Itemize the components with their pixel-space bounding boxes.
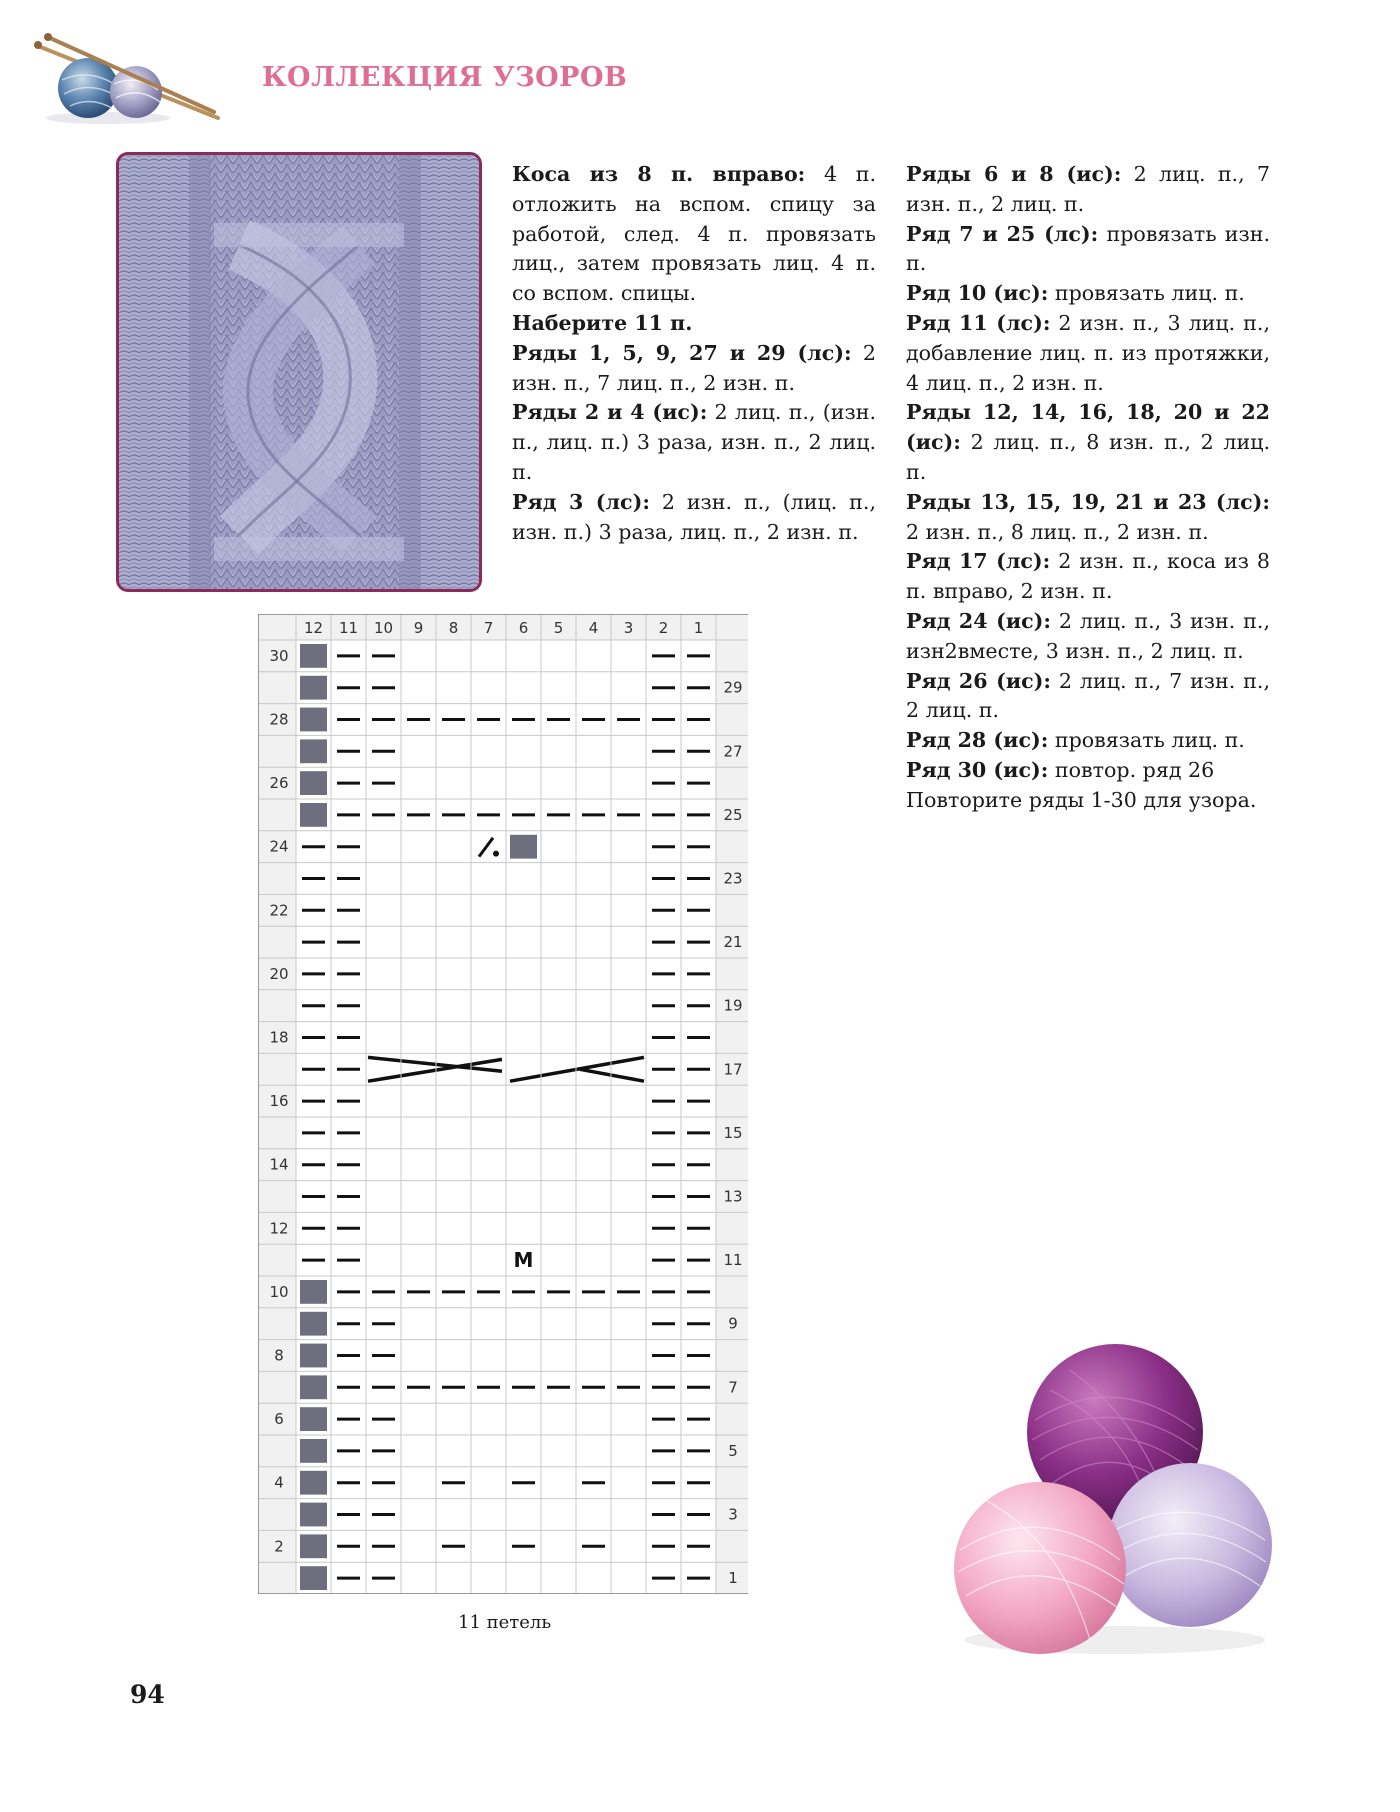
row-number-left: 28 [269,710,289,729]
column-header-number: 9 [413,619,424,637]
column-header-number: 4 [588,619,599,637]
row-instruction: Ряд 30 (ис): повтор. ряд 26 [906,757,1215,782]
row-number-right: 7 [728,1378,738,1397]
no-stitch-cell [300,1407,327,1431]
row-instruction: Ряд 11 (лс): 2 изн. п., 3 лиц. п., добавление лиц. п. из протяжки, 4 лиц. п., 2 изн. п. [906,310,1270,395]
column-header-number: 1 [693,619,704,637]
row-number-left: 2 [274,1537,284,1556]
row-number-left: 4 [274,1473,284,1492]
row-instruction: Ряд 28 (ис): провязать лиц. п. [906,728,1245,753]
knitting-chart-grid [258,614,748,1594]
row-instruction: Ряд 3 (лс): 2 изн. п., (лиц. п., изн. п.) 3 раза, лиц. п., 2 изн. п. [512,489,876,544]
row-number-right: 25 [723,805,743,824]
row-number-right: 17 [723,1060,743,1079]
row-number-right: 9 [728,1314,738,1333]
row-number-right: 13 [723,1187,743,1206]
row-instruction: Ряды 6 и 8 (ис): 2 лиц. п., 7 изн. п., 2 лиц. п. [906,162,1270,216]
knitting-chart [258,614,748,1598]
row-number-right: 27 [723,742,743,761]
row-number-left: 18 [269,1028,289,1047]
column-header-number: 11 [338,619,359,637]
row-instruction: Ряд 7 и 25 (лс): провязать изн. п. [906,221,1270,276]
instructions-column-2 [906,160,1270,816]
row-number-left: 12 [269,1219,289,1238]
row-number-left: 8 [274,1346,284,1365]
no-stitch-cell [300,1503,327,1527]
row-number-left: 6 [274,1410,284,1429]
row-number-right: 5 [728,1441,738,1460]
row-instruction: Ряды 12, 14, 16, 18, 20 и 22 (ис): 2 лиц. п., 8 изн. п., 2 лиц. п. [906,400,1270,484]
row-number-right: 11 [723,1251,743,1270]
no-stitch-cell [300,1375,327,1399]
no-stitch-cell [300,1344,327,1368]
no-stitch-cell [300,771,327,795]
no-stitch-cell [300,1280,327,1304]
row-number-left: 24 [269,837,289,856]
row-instruction: Ряд 10 (ис): провязать лиц. п. [906,281,1245,306]
cast-on-instruction: Наберите 11 п. [512,310,693,335]
column-header-number: 10 [373,619,394,637]
row-number-right: 15 [723,1123,743,1142]
row-number-left: 22 [269,901,289,920]
row-number-left: 30 [269,646,289,665]
column-header-number: 3 [623,619,634,637]
no-stitch-cell [300,1534,327,1558]
no-stitch-cell [300,803,327,827]
no-stitch-cell [300,739,327,763]
row-number-left: 20 [269,964,289,983]
row-number-right: 29 [723,678,743,697]
column-header-number: 8 [448,619,459,637]
no-stitch-cell [300,1439,327,1463]
cable-definition: Коса из 8 п. вправо: 4 п. отложить на вспом. спицу за работой, след. 4 п. провязать лиц., затем провязать лиц. 4 п. со вспом. спицы. [512,162,877,306]
row-instruction: Ряд 24 (ис): 2 лиц. п., 3 изн. п., изн2вместе, 3 изн. п., 2 лиц. п. [906,608,1270,663]
column-header-number: 12 [303,619,324,637]
row-instruction: Ряды 2 и 4 (ис): 2 лиц. п., (изн. п., лиц. п.) 3 раза, изн. п., 2 лиц. п. [512,400,876,484]
column-header-number: 7 [483,619,494,637]
row-instruction: Ряды 13, 15, 19, 21 и 23 (лс): 2 изн. п., 8 лиц. п., 2 изн. п. [906,489,1270,544]
row-number-left: 26 [269,774,289,793]
column-header-number: 5 [553,619,564,637]
column-header-number: 6 [518,619,529,637]
row-number-right: 19 [723,996,743,1015]
no-stitch-cell [300,1312,327,1336]
section-title: КОЛЛЕКЦИЯ УЗОРОВ [262,62,628,93]
row-number-left: 14 [269,1155,289,1174]
row-number-left: 16 [269,1092,289,1111]
no-stitch-cell [510,835,537,859]
yarn-balls-photo [940,1340,1280,1660]
no-stitch-cell [300,644,327,668]
no-stitch-cell [300,708,327,732]
row-number-right: 21 [723,933,743,952]
row-instruction: Ряды 1, 5, 9, 27 и 29 (лс): 2 изн. п., 7 лиц. п., 2 изн. п. [512,340,876,395]
no-stitch-cell [300,1566,327,1590]
row-number-right: 1 [728,1569,738,1588]
repeat-note: Повторите ряды 1-30 для узора. [906,787,1257,812]
header-yarn-illustration [28,18,228,133]
row-number-right: 23 [723,869,743,888]
row-number-left: 10 [269,1282,289,1301]
column-header-number: 2 [658,619,669,637]
row-instruction: Ряд 26 (ис): 2 лиц. п., 7 изн. п., 2 лиц. п. [906,668,1270,723]
purl-two-together-dot [493,851,499,857]
row-number-right: 3 [728,1505,738,1524]
row-instruction: Ряд 17 (лс): 2 изн. п., коса из 8 п. вправо, 2 изн. п. [906,549,1270,604]
instructions-column-1 [512,160,876,547]
chart-caption: 11 петель [458,1612,552,1633]
no-stitch-cell [300,676,327,700]
page-number: 94 [130,1680,165,1709]
no-stitch-cell [300,1471,327,1495]
make-one-increase-symbol: M [513,1248,534,1273]
cable-swatch-photo [116,152,482,592]
